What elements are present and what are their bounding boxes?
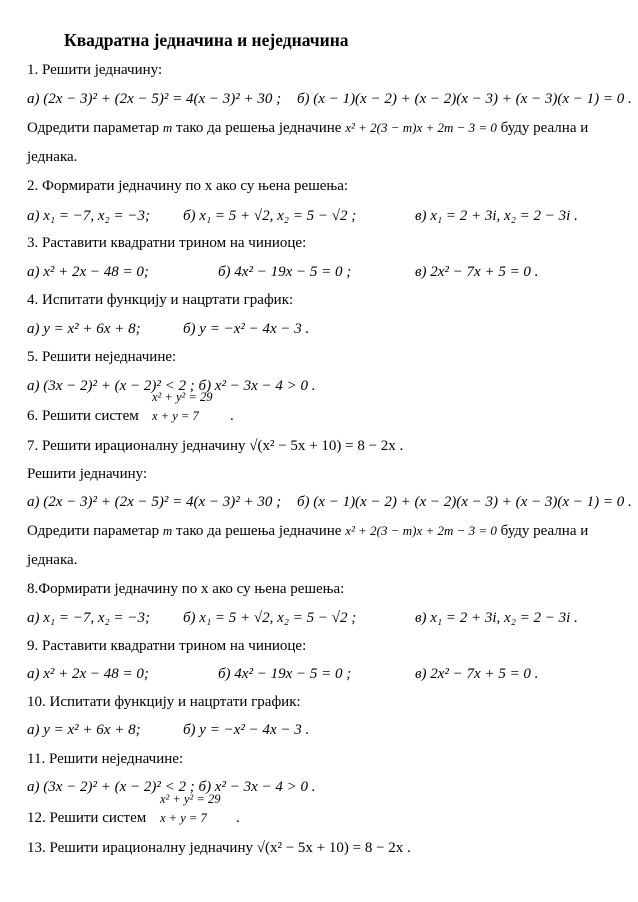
task-5a: а) (3x − 2)² + (x − 2)² < 2 ; б) x² − 3x − 4 > 0 . xyxy=(27,378,316,394)
task-4-heading: 4. Испитати функцију и нацртати график: xyxy=(27,292,294,308)
page-title: Квадратна једначина и неједначина xyxy=(64,30,349,50)
param-text-3: буду реална и xyxy=(500,523,589,539)
task-1-param-line xyxy=(27,118,588,138)
task-2-heading: 2. Формирати једначину по x ако су њена решења: xyxy=(27,178,349,194)
task-8c: в) x₁ = 2 + 3i, x₂ = 2 − 3i . xyxy=(415,610,578,626)
task-9c: в) 2x² − 7x + 5 = 0 . xyxy=(415,666,539,682)
task-12-label: 12. Решити систем xyxy=(27,810,147,826)
task-1-heading: 1. Решити једначину: xyxy=(27,62,163,78)
task-9a: а) x² + 2x − 48 = 0; xyxy=(27,666,149,682)
task-3b: б) 4x² − 19x − 5 = 0 ; xyxy=(218,264,352,280)
task-11a: а) (3x − 2)² + (x − 2)² < 2 ; б) x² − 3x − 4 > 0 . xyxy=(27,779,316,795)
repeat-1-param-end: једнака. xyxy=(27,552,78,568)
task-12-end: . xyxy=(236,810,240,826)
param-text-3: буду реална и xyxy=(500,120,589,136)
system-eq-2: x + y = 7 xyxy=(160,811,207,825)
task-2c: в) x₁ = 2 + 3i, x₂ = 2 − 3i . xyxy=(415,208,578,224)
task-2b: б) x₁ = 5 + √2, x₂ = 5 − √2 ; xyxy=(183,208,357,224)
task-8b: б) x₁ = 5 + √2, x₂ = 5 − √2 ; xyxy=(183,610,357,626)
param-equation: x² + 2(3 − m)x + 2m − 3 = 0 xyxy=(345,523,497,538)
param-text-1: Одредити параметар xyxy=(27,523,160,539)
param-var: m xyxy=(162,523,173,538)
system-eq-1: x² + y² = 29 xyxy=(152,390,213,404)
repeat-1a: а) (2x − 3)² + (2x − 5)² = 4(x − 3)² + 30 ; xyxy=(27,494,282,510)
system-eq-2: x + y = 7 xyxy=(152,409,199,423)
param-text-2: тако да решења једначине xyxy=(176,120,342,136)
task-6-end: . xyxy=(230,408,234,424)
param-text-2: тако да решења једначине xyxy=(176,523,342,539)
task-7-heading: 7. Решити ирационалну једначину √(x² − 5x + 10) = 8 − 2x . xyxy=(27,438,404,454)
task-5-heading: 5. Решити неједначине: xyxy=(27,349,177,365)
task-13-heading: 13. Решити ирационалну једначину √(x² − 5x + 10) = 8 − 2x . xyxy=(27,840,411,856)
task-6-system xyxy=(152,388,212,426)
task-12-system xyxy=(160,790,220,828)
task-3c: в) 2x² − 7x + 5 = 0 . xyxy=(415,264,539,280)
task-8a: а) x₁ = −7, x₂ = −3; xyxy=(27,610,150,626)
task-2a: а) x₁ = −7, x₂ = −3; xyxy=(27,208,150,224)
task-3a: а) x² + 2x − 48 = 0; xyxy=(27,264,149,280)
task-3-heading: 3. Раставити квадратни трином на чиниоце: xyxy=(27,235,307,251)
task-11-heading: 11. Решити неједначине: xyxy=(27,751,184,767)
system-eq-1: x² + y² = 29 xyxy=(160,792,221,806)
task-9-heading: 9. Раставити квадратни трином на чиниоце: xyxy=(27,638,307,654)
task-1b: б) (x − 1)(x − 2) + (x − 2)(x − 3) + (x − 3)(x − 1) = 0 . xyxy=(297,91,632,107)
task-4b: б) y = −x² − 4x − 3 . xyxy=(183,321,310,337)
param-equation: x² + 2(3 − m)x + 2m − 3 = 0 xyxy=(345,120,497,135)
task-1-param-end: једнака. xyxy=(27,149,78,165)
task-10a: а) y = x² + 6x + 8; xyxy=(27,722,141,738)
repeat-1-heading: Решити једначину: xyxy=(27,466,148,482)
task-10b: б) y = −x² − 4x − 3 . xyxy=(183,722,310,738)
task-1a: а) (2x − 3)² + (2x − 5)² = 4(x − 3)² + 30 ; xyxy=(27,91,282,107)
task-9b: б) 4x² − 19x − 5 = 0 ; xyxy=(218,666,352,682)
param-var: m xyxy=(162,120,173,135)
repeat-1b: б) (x − 1)(x − 2) + (x − 2)(x − 3) + (x − 3)(x − 1) = 0 . xyxy=(297,494,632,510)
task-8-heading: 8.Формирати једначину по x ако су њена решења: xyxy=(27,581,345,597)
task-6-label: 6. Решити систем xyxy=(27,408,139,424)
param-text-1: Одредити параметар xyxy=(27,120,160,136)
task-4a: а) y = x² + 6x + 8; xyxy=(27,321,141,337)
repeat-1-param-line xyxy=(27,521,588,541)
task-10-heading: 10. Испитати функцију и нацртати график: xyxy=(27,694,301,710)
